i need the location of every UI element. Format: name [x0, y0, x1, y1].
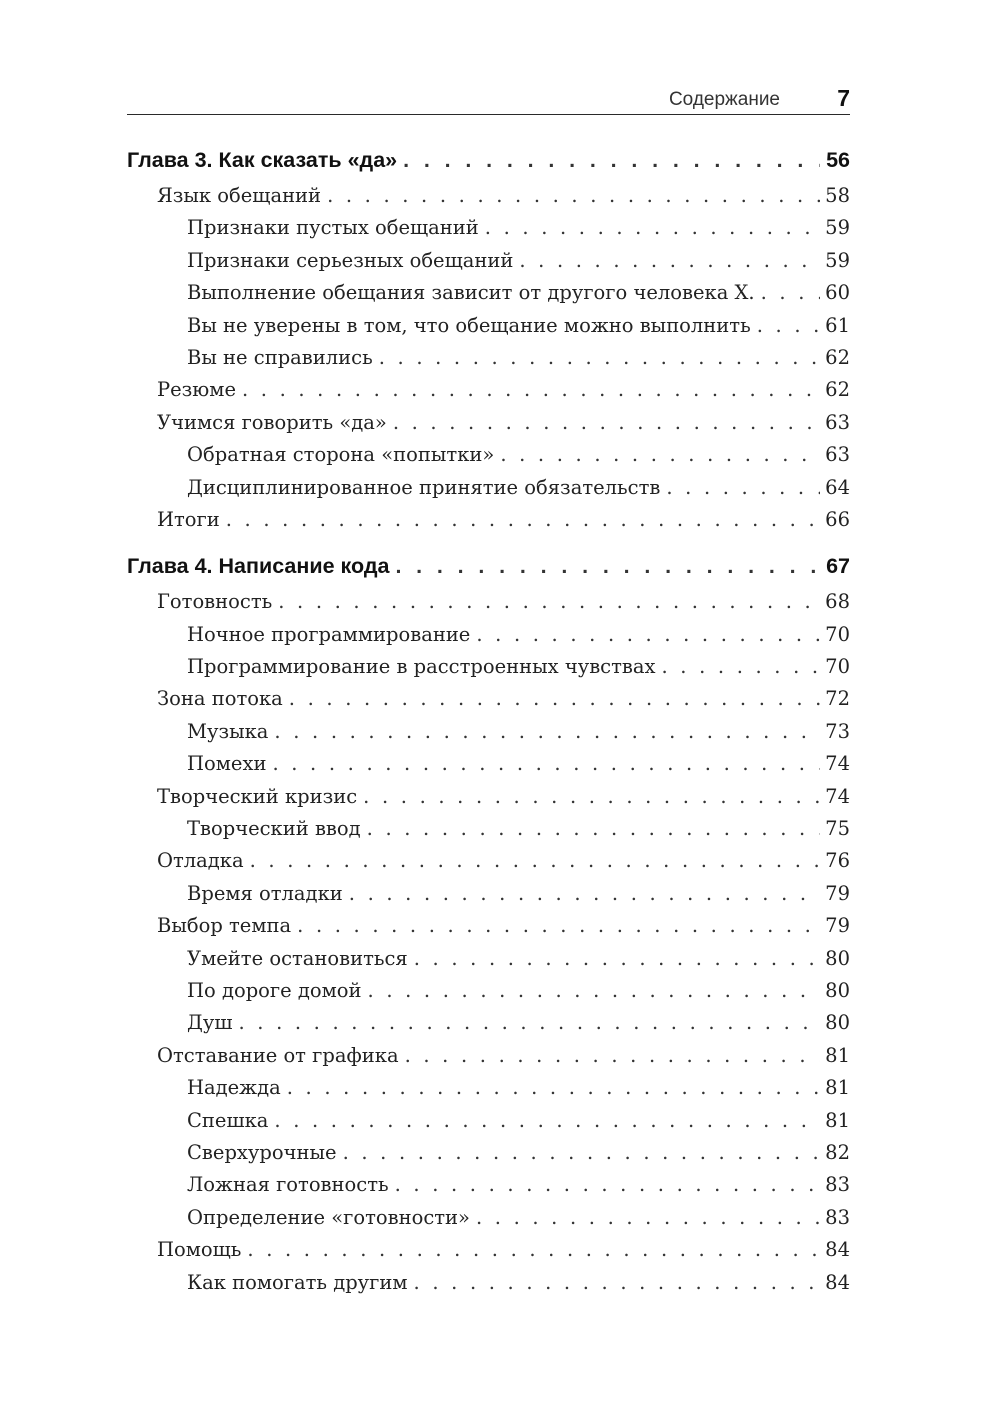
- toc-subsection: [127, 1267, 850, 1299]
- dot-leader: [476, 619, 820, 651]
- toc-entry-page: 83: [825, 1205, 850, 1229]
- toc-section: [127, 910, 850, 942]
- dot-leader: [247, 1234, 820, 1266]
- toc-section: [127, 504, 850, 536]
- toc-entry-title: Обратная сторона «попытки»: [187, 443, 495, 467]
- toc-entry-page: 84: [825, 1238, 850, 1262]
- toc-entry-title: Выполнение обещания зависит от другого человека X.: [187, 281, 755, 305]
- toc-chapter: [127, 140, 850, 180]
- toc-entry-title: Выбор темпа: [157, 914, 292, 938]
- toc-entry-title: Признаки серьезных обещаний: [187, 248, 514, 272]
- toc-entry-title: Умейте остановиться: [187, 946, 408, 970]
- dot-leader: [757, 310, 820, 342]
- dot-leader: [226, 504, 820, 536]
- toc-entry-title: Спешка: [187, 1108, 269, 1132]
- toc-chapter: [127, 546, 850, 586]
- dot-leader: [363, 781, 820, 813]
- toc-entry-page: 62: [825, 378, 850, 402]
- toc-subsection: [127, 943, 850, 975]
- toc-entry-page: 63: [825, 443, 850, 467]
- toc-entry-title: Резюме: [157, 378, 236, 402]
- dot-leader: [761, 277, 820, 309]
- toc-subsection: [127, 1169, 850, 1201]
- toc-section: [127, 180, 850, 212]
- toc-subsection: [127, 310, 850, 342]
- toc-section: [127, 781, 850, 813]
- toc-section: [127, 586, 850, 618]
- dot-leader: [274, 716, 820, 748]
- toc-entry-page: 80: [825, 946, 850, 970]
- toc-subsection: [127, 342, 850, 374]
- toc-entry-title: Сверхурочные: [187, 1140, 337, 1164]
- toc-entry-page: 68: [825, 590, 850, 614]
- dot-leader: [343, 1137, 820, 1169]
- toc-subsection: [127, 439, 850, 471]
- dot-leader: [500, 439, 820, 471]
- toc-section: [127, 683, 850, 715]
- toc-subsection: [127, 651, 850, 683]
- dot-leader: [393, 407, 820, 439]
- toc-entry-title: Как помогать другим: [187, 1270, 408, 1294]
- toc-entry-title: Зона потока: [157, 687, 283, 711]
- dot-leader: [476, 1202, 820, 1234]
- toc-subsection: [127, 245, 850, 277]
- toc-entry-title: Язык обещаний: [157, 184, 322, 207]
- toc-entry-page: 74: [825, 752, 850, 776]
- dot-leader: [403, 140, 820, 180]
- toc-entry-page: 73: [825, 719, 850, 743]
- toc-entry-title: Помехи: [187, 752, 267, 776]
- toc-entry-title: Творческий ввод: [187, 817, 361, 841]
- toc-subsection: [127, 212, 850, 244]
- toc-subsection: [127, 1072, 850, 1104]
- toc-entry-page: 76: [825, 849, 850, 873]
- toc-section: [127, 374, 850, 406]
- dot-leader: [250, 845, 820, 877]
- toc-subsection: [127, 716, 850, 748]
- toc-entry-title: Дисциплинированное принятие обязательств: [187, 475, 661, 499]
- dot-leader: [485, 212, 820, 244]
- dot-leader: [379, 342, 820, 374]
- dot-leader: [278, 586, 820, 618]
- toc-subsection: [127, 975, 850, 1007]
- toc-subsection: [127, 1105, 850, 1137]
- toc-entry-title: Вы не справились: [187, 345, 373, 369]
- toc-entry-title: Время отладки: [187, 881, 343, 905]
- toc-entry-page: 84: [825, 1270, 850, 1294]
- dot-leader: [327, 180, 820, 212]
- toc-subsection: [127, 1137, 850, 1169]
- toc-entry-title: Учимся говорить «да»: [157, 410, 387, 434]
- dot-leader: [519, 245, 820, 277]
- toc-entry-title: Глава 3. Как сказать «да»: [127, 148, 398, 172]
- toc-subsection: [127, 277, 850, 309]
- toc-entry-page: 66: [825, 507, 850, 531]
- toc-subsection: [127, 813, 850, 845]
- toc-entry-title: Ночное программирование: [187, 622, 471, 646]
- toc-entry-page: 83: [825, 1173, 850, 1197]
- toc-entry-title: Ложная готовность: [187, 1173, 389, 1197]
- toc-entry-page: 70: [825, 655, 850, 679]
- toc-entry-page: 61: [825, 313, 850, 337]
- toc-entry-title: Глава 4. Написание кода: [127, 554, 390, 579]
- toc-entry-title: Творческий кризис: [157, 784, 358, 808]
- toc-entry-page: 70: [825, 622, 850, 646]
- dot-leader: [368, 975, 820, 1007]
- running-header-title: Содержание: [668, 89, 780, 110]
- toc-subsection: [127, 1202, 850, 1234]
- toc-entry-page: 81: [825, 1076, 850, 1100]
- toc-section: [127, 1040, 850, 1072]
- toc-entry-title: Отладка: [157, 849, 244, 873]
- dot-leader: [662, 651, 821, 683]
- toc-entry-page: 72: [825, 687, 850, 711]
- toc-subsection: [127, 472, 850, 504]
- dot-leader: [349, 878, 820, 910]
- toc-subsection: [127, 878, 850, 910]
- dot-leader: [297, 910, 820, 942]
- dot-leader: [238, 1007, 820, 1039]
- toc-section: [127, 1234, 850, 1266]
- toc-entry-page: 64: [825, 475, 850, 499]
- toc-entry-title: Отставание от графика: [157, 1043, 399, 1067]
- toc-entry-page: 56: [826, 148, 850, 172]
- toc-entry-page: 81: [825, 1043, 850, 1067]
- toc-entry-title: Определение «готовности»: [187, 1205, 470, 1229]
- dot-leader: [405, 1040, 820, 1072]
- toc-entry-page: 79: [825, 881, 850, 905]
- table-of-contents: [127, 140, 850, 1299]
- toc-entry-page: 59: [825, 216, 850, 240]
- toc-entry-page: 82: [825, 1140, 850, 1164]
- dot-leader: [367, 813, 820, 845]
- toc-section: [127, 845, 850, 877]
- toc-entry-title: Надежда: [187, 1076, 281, 1100]
- toc-subsection: [127, 748, 850, 780]
- dot-leader: [287, 1072, 820, 1104]
- toc-entry-page: 79: [825, 914, 850, 938]
- toc-entry-title: Признаки пустых обещаний: [187, 216, 479, 240]
- toc-entry-title: Музыка: [187, 719, 269, 743]
- dot-leader: [414, 943, 820, 975]
- page-number: 7: [837, 85, 850, 111]
- toc-entry-page: 74: [825, 784, 850, 808]
- dot-leader: [272, 748, 820, 780]
- toc-section: [127, 407, 850, 439]
- toc-entry-page: 62: [825, 345, 850, 369]
- toc-entry-page: 80: [825, 978, 850, 1002]
- toc-entry-page: 75: [825, 817, 850, 841]
- running-header: [127, 80, 850, 115]
- toc-entry-title: Итоги: [157, 507, 220, 531]
- toc-entry-page: 67: [826, 554, 850, 579]
- toc-entry-page: 58: [825, 184, 850, 207]
- toc-entry-title: Программирование в расстроенных чувствах: [187, 655, 656, 679]
- dot-leader: [242, 374, 820, 406]
- toc-entry-page: 80: [825, 1011, 850, 1035]
- dot-leader: [274, 1105, 820, 1137]
- toc-entry-title: По дороге домой: [187, 978, 362, 1002]
- toc-subsection: [127, 619, 850, 651]
- dot-leader: [395, 546, 820, 586]
- toc-entry-page: 81: [825, 1108, 850, 1132]
- dot-leader: [289, 683, 820, 715]
- toc-entry-page: 63: [825, 410, 850, 434]
- toc-entry-title: Душ: [187, 1011, 233, 1035]
- dot-leader: [666, 472, 820, 504]
- toc-entry-title: Готовность: [157, 590, 273, 614]
- dot-leader: [395, 1169, 820, 1201]
- toc-entry-page: 59: [825, 248, 850, 272]
- dot-leader: [414, 1267, 820, 1299]
- toc-entry-title: Вы не уверены в том, что обещание можно выполнить: [187, 313, 751, 337]
- toc-entry-page: 60: [825, 281, 850, 305]
- toc-subsection: [127, 1007, 850, 1039]
- toc-entry-title: Помощь: [157, 1238, 242, 1262]
